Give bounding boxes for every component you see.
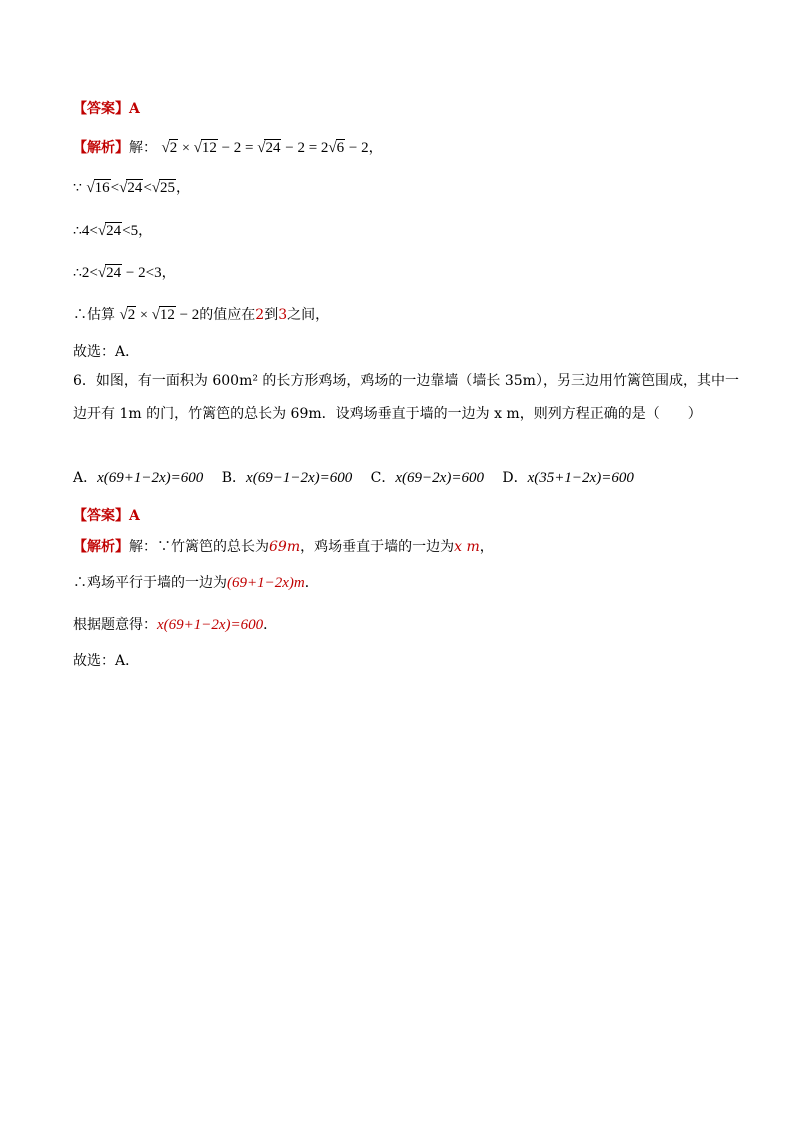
step-line-3: ∴4<√24<5，: [73, 223, 153, 239]
option-b: B．x(69−1−2x)=600: [221, 470, 353, 486]
step-line-4: ∴2<√24 − 2<3，: [73, 265, 176, 281]
options-row: [73, 467, 648, 489]
analysis-line-1: 【解析】解： √2 × √12 − 2 = √24 − 2 = 2√6 − 2，: [73, 140, 383, 156]
option-a: A．x(69+1−2x)=600: [73, 470, 204, 486]
step-line-5: ∴估算 √2 × √12 − 2的值应在2到3之间，: [73, 307, 330, 323]
question-6-line-1: 6．如图，有一面积为 600m² 的长方形鸡场，鸡场的一边靠墙（墙长 35m），另三边用竹篱笆围成，其中一: [73, 373, 739, 389]
inequality-3: 2<√24 − 2<3: [81, 265, 162, 281]
choose-line-1: 故选：A．: [73, 344, 140, 360]
answer-line-1: [73, 98, 140, 120]
answer-value: A: [129, 101, 140, 117]
analysis-line-2: 【解析】解：∵竹篱笆的总长为69m，鸡场垂直于墙的一边为x m，: [73, 539, 494, 555]
analysis-intro: 解：: [129, 140, 157, 156]
choose-line-2: 故选：A．: [73, 653, 140, 669]
inequality-2: 4<√24<5: [81, 223, 139, 239]
equation-1: √2 × √12 − 2 = √24 − 2 = 2√6 − 2: [161, 140, 369, 156]
answer-tag: 【答案】: [73, 101, 129, 117]
answer-line-2: 【答案】A: [73, 508, 140, 524]
step-line-2: ∵ √16<√24<√25，: [73, 180, 191, 196]
inequality-1: √16<√24<√25: [86, 180, 176, 196]
analysis-tag: 【解析】: [73, 140, 129, 156]
option-d: D．x(35+1−2x)=600: [502, 470, 634, 486]
estimate-expression: √2 × √12 − 2: [119, 307, 200, 323]
step-line-7: 根据题意得：x(69+1−2x)=600．: [73, 617, 278, 633]
option-c: C．x(69−2x)=600: [370, 470, 484, 486]
step-line-6: ∴鸡场平行于墙的一边为(69+1−2x)m．: [73, 575, 319, 591]
question-6-line-2: 边开有 1m 的门，竹篱笆的总长为 69m．设鸡场垂直于墙的一边为 x m，则列方程正确的是（ ）: [73, 406, 702, 422]
